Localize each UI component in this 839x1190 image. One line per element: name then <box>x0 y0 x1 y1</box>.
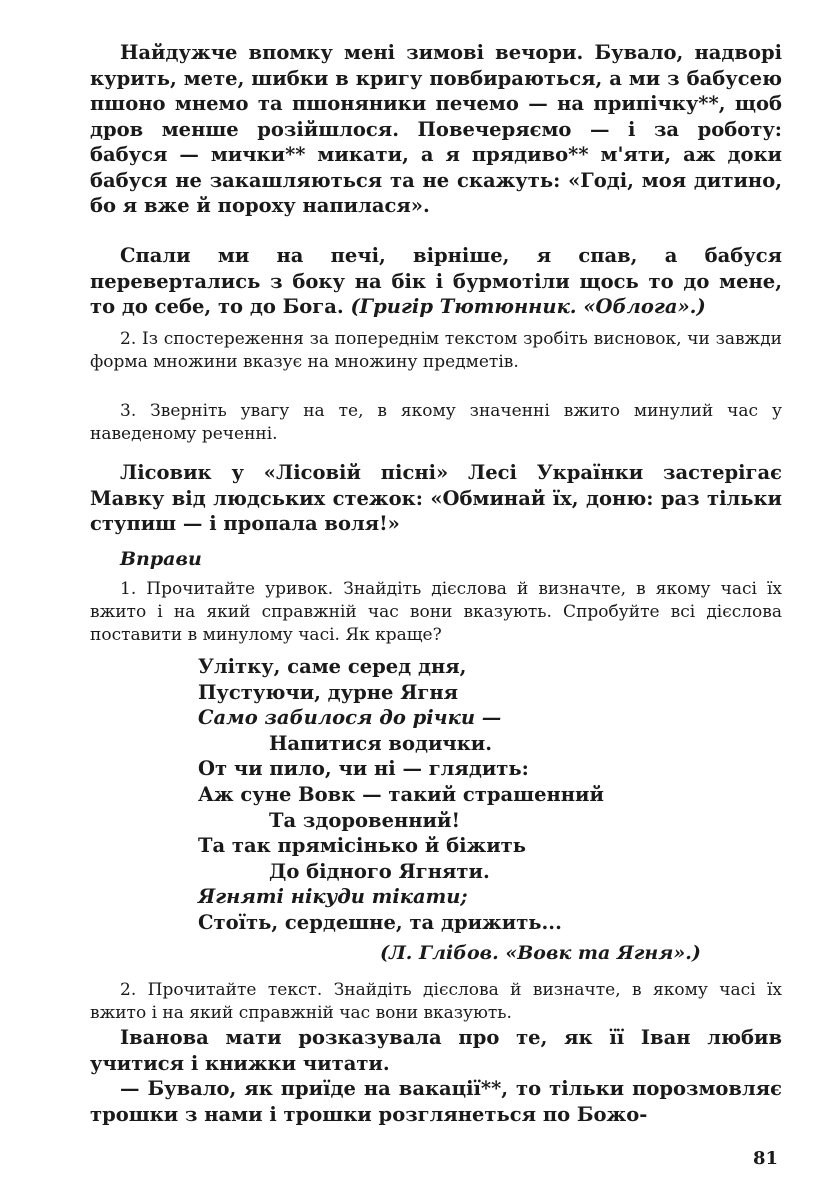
paragraph-sleep-text: Спали ми на печі, вірніше, я спав, а бабуся перевертались з боку на бік і бурмотіли щось то до мене, то до себе, то до Бога. <box>90 244 782 318</box>
poem-source: (Л. Глібов. «Вовк та Ягня».) <box>380 942 701 964</box>
paragraph-sleep <box>90 243 782 320</box>
poem-line: От чи пило, чи ні — глядить: <box>198 757 529 781</box>
section-heading-exercises: Вправи <box>120 548 202 570</box>
paragraph-lisovyk: Лісовик у «Лісовій пісні» Лесі Українки застерігає Мавку від людських стежок: «Обминай їх, доню: раз тільки ступиш — і пропала воля!» <box>90 461 782 535</box>
exercise-1: 1. Прочитайте уривок. Знайдіть дієслова й визначте, в якому часі їх вжито і на який справжній час вони вказують. Спробуйте всі дієслова поставити в минулому часі. Як краще? <box>90 579 782 645</box>
paragraph-memory: Найдужче впомку мені зимові вечори. Бувало, надворі курить, мете, шибки в кригу повбираються, а ми з бабусею пшоно мнемо та пшоняники печемо — на припічку**, щоб дров менше розійшлося. Повечеряємо — і за роботу: бабуся — мички** микати, а я прядиво** м'яти, аж доки бабуся не закашляються та не скажуть: «Годі, моя дитино, бо я вже й пороху напилася». <box>90 41 782 217</box>
poem-line: Само забилося до річки — <box>198 706 502 730</box>
citation-tiutiunnyk: (Григір Тютюнник. «Облога».) <box>350 295 706 318</box>
exercise-2: 2. Прочитайте текст. Знайдіть дієслова й визначте, в якому часі їх вжито і на який справжній час вони вказують. <box>90 980 782 1023</box>
poem-line: До бідного Ягняти. <box>269 859 490 883</box>
poem-excerpt <box>198 654 798 936</box>
poem-line: Пустуючи, дурне Ягня <box>198 680 459 704</box>
poem-line: Улітку, саме серед дня, <box>198 655 467 678</box>
poem-line: Аж суне Вовк — такий страшенний <box>198 782 604 806</box>
paragraph-vakatsii: — Бувало, як приїде на вакації**, то тільки порозмовляє трошки з нами і трошки розглянеться по Божо- <box>90 1077 782 1126</box>
paragraph-ivan-mother: Іванова мати розказувала про те, як її Іван любив учитися і книжки читати. <box>90 1026 782 1075</box>
poem-line: Та так прямісінько й біжить <box>198 834 526 858</box>
question-2: 2. Із спостереження за попереднім текстом зробіть висновок, чи завжди форма множини вказує на множину предметів. <box>90 329 782 372</box>
page-number: 81 <box>753 1148 779 1169</box>
poem-line: Ягняті нікуди тікати; <box>198 885 468 909</box>
poem-line: Стоїть, сердешне, та дрижить... <box>198 910 562 934</box>
question-3: 3. Зверніть увагу на те, в якому значенні вжито минулий час у наведеному реченні. <box>90 401 782 444</box>
poem-line: Та здоровенний! <box>269 808 461 832</box>
poem-line: Напитися водички. <box>269 731 493 755</box>
